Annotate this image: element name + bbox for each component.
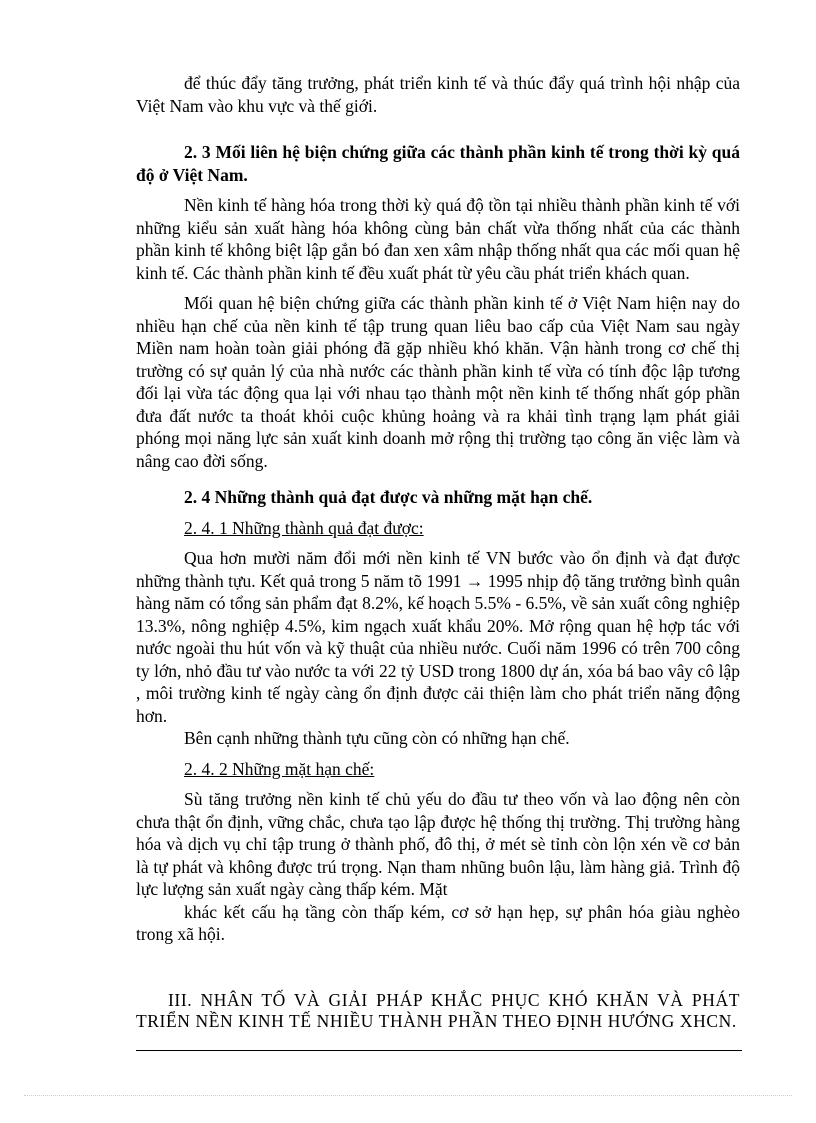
paragraph-mixed-economy: Nền kinh tế hàng hóa trong thời kỳ quá độ tồn tại nhiều thành phần kinh tế với những kiểu sản xuất hàng hóa không cùng bản chất vừa thống nhất của các thành phần kinh tế không biệt lập gắn bó đan xen xâm nhập thống nhất qua các mối quan hệ kinh tế. Các thành phần kinh tế đều xuất phát từ yêu cầu phát triển khách quan. (136, 195, 740, 283)
page-edge-dotted-line (24, 1095, 792, 1096)
bottom-divider (136, 1050, 742, 1051)
paragraph-intro: để thúc đẩy tăng trưởng, phát triển kinh tế và thúc đẩy quá trình hội nhập của Việt Nam vào khu vực và thế giới. (136, 73, 740, 116)
section-heading-2-3: 2. 3 Mối liên hệ biện chứng giữa các thành phần kinh tế trong thời kỳ quá độ ở Việt Nam. (136, 142, 740, 185)
paragraph-limitations-cont: khác kết cấu hạ tầng còn thấp kém, cơ sở hạn hẹp, sự phân hóa giàu nghèo trong xã hội. (136, 901, 740, 944)
paragraph-achievements: Qua hơn mười năm đổi mới nền kinh tế VN bước vào ổn định và đạt được những thành tựu. Kết quả trong 5 năm tõ 1991 → 1995 nhịp độ tăng trưởng bình quân hàng năm có tổng sản phẩm đạt 8.2%, kế hoạch 5.5% - 6.5%, về sản xuất công nghiệp 13.3%, nông nghiệp 4.5%, kim ngạch xuất khẩu 20%. Mở rộng quan hệ hợp tác với nước ngoài thu hút vốn và kỹ thuật của nhiều nước. Cuối năm 1996 có trên 700 công ty lớn, nhỏ đầu tư vào nước ta với 22 tỷ USD trong 1800 dự án, xóa bá bao vây cô lập , môi trường kinh tế ngày càng ổn định được cải thiện làm cho phát triển năng động hơn. (136, 548, 740, 726)
subsection-heading-2-4-2: 2. 4. 2 Những mặt hạn chế: (184, 758, 375, 779)
paragraph-limitations-intro: Bên cạnh những thành tựu cũng còn có những hạn chế. (184, 728, 570, 748)
paragraph-dialectical-relation: Mối quan hệ biện chứng giữa các thành phần kinh tế ở Việt Nam hiện nay do nhiều hạn chế của nền kinh tế tập trung quan liêu bao cấp của Việt Nam sau ngày Miền nam hoàn toàn giải phóng đã gặp nhiều khó khăn. Vận hành trong cơ chế thị trường có sự quản lý của nhà nước các thành phần kinh tế vừa có tính độc lập tương đối lại vừa tác động qua lại với nhau tạo thành một nền kinh tế thống nhất góp phần đưa đất nước ta thoát khỏi cuộc khủng hoảng và ra khải tình trạng lạm phát giải phóng mọi năng lực sản xuất kinh doanh mở rộng thị trường tạo công ăn việc làm và nâng cao đời sống. (136, 293, 740, 471)
subsection-heading-2-4-1: 2. 4. 1 Những thành quả đạt được: (184, 517, 424, 538)
paragraph-limitations: Sù tăng trưởng nền kinh tế chủ yếu do đầu tư theo vốn và lao động nên còn chưa thật ổn định, vững chắc, chưa tạo lập được hệ thống thị trường. Thị trường hàng hóa và dịch vụ chỉ tập trung ở thành phố, đô thị, ở mét sè tỉnh còn lộn xén về cơ bản là tự phát và không được trú trọng. Nạn tham nhũng buôn lậu, làm hàng giả. Trình độ lực lượng sản xuất ngày càng thấp kém. Mặt (136, 789, 740, 899)
section-heading-2-4: 2. 4 Những thành quả đạt được và những mặt hạn chế. (184, 487, 593, 507)
section-heading-III: III. NHÂN TỐ VÀ GIẢI PHÁP KHẮC PHỤC KHÓ KHĂN VÀ PHÁT TRIỂN NỀN KINH TẾ NHIỀU THÀNH PHẦN THEO ĐỊNH HƯỚNG XHCN. (136, 989, 740, 1031)
page-body (136, 72, 740, 1032)
